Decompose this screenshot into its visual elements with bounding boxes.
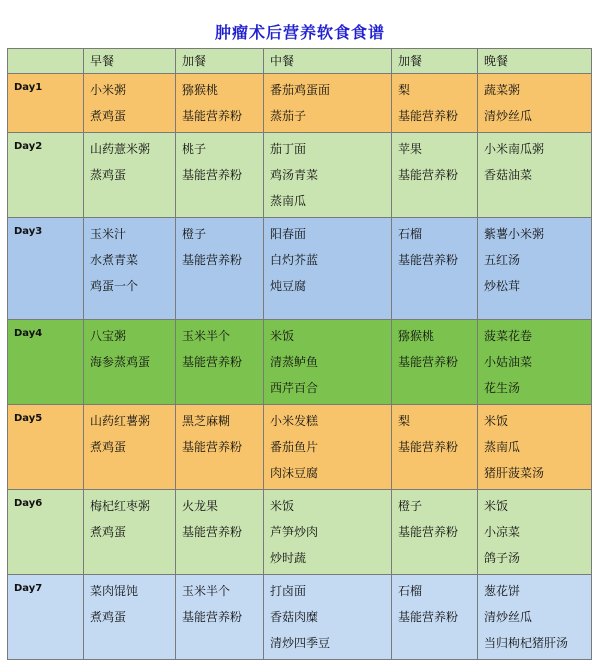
table-row	[8, 74, 592, 133]
table-row	[8, 490, 592, 575]
meal-item: 猕猴桃	[182, 83, 219, 97]
meal-item: 蒸南瓜	[484, 440, 521, 454]
meal-item: 基能营养粉	[182, 253, 243, 267]
meal-item: 阳春面	[270, 227, 307, 241]
meal-cell-breakfast	[84, 133, 176, 218]
meal-item: 茄丁面	[270, 142, 307, 156]
meal-cell-snack-1	[176, 405, 264, 490]
meal-item: 白灼芥蓝	[270, 253, 319, 267]
meal-item: 炒松茸	[484, 279, 521, 293]
meal-item: 玉米半个	[182, 329, 231, 343]
meal-item: 基能营养粉	[398, 109, 459, 123]
meal-item: 清蒸鲈鱼	[270, 355, 319, 369]
meal-item: 橙子	[182, 227, 207, 241]
meal-item: 小米粥	[90, 83, 127, 97]
meal-cell-snack-2	[392, 133, 478, 218]
meal-item: 菠菜花卷	[484, 329, 533, 343]
meal-item: 基能营养粉	[398, 440, 459, 454]
meal-item: 菜肉馄饨	[90, 584, 139, 598]
meal-cell-snack-1	[176, 218, 264, 320]
meal-item: 米饭	[270, 499, 295, 513]
meal-item: 基能营养粉	[398, 168, 459, 182]
table-row	[8, 320, 592, 405]
meal-item: 基能营养粉	[398, 525, 459, 539]
meal-item: 猪肝菠菜汤	[484, 466, 545, 480]
meal-cell-snack-1	[176, 320, 264, 405]
meal-cell-snack-1	[176, 490, 264, 575]
meal-item: 基能营养粉	[398, 253, 459, 267]
meal-cell-snack-2	[392, 218, 478, 320]
meal-item: 基能营养粉	[182, 610, 243, 624]
meal-item: 煮鸡蛋	[90, 109, 127, 123]
day-cell: Day6	[8, 490, 84, 575]
meal-cell-breakfast	[84, 405, 176, 490]
meal-item: 梨	[398, 414, 411, 428]
day-cell: Day3	[8, 218, 84, 320]
meal-cell-breakfast	[84, 74, 176, 133]
meal-item: 火龙果	[182, 499, 219, 513]
meal-item: 番茄鱼片	[270, 440, 319, 454]
meal-item: 水煮青菜	[90, 253, 139, 267]
day-cell: Day5	[8, 405, 84, 490]
meal-item: 玉米汁	[90, 227, 127, 241]
meal-item: 米饭	[484, 414, 509, 428]
day-cell: Day1	[8, 74, 84, 133]
meal-cell-snack-2	[392, 320, 478, 405]
header-cell-lunch: 中餐	[264, 49, 392, 74]
meal-item: 基能营养粉	[182, 168, 243, 182]
meal-item: 清炒丝瓜	[484, 610, 533, 624]
meal-item: 葱花饼	[484, 584, 521, 598]
meal-cell-breakfast	[84, 218, 176, 320]
meal-item: 芦笋炒肉	[270, 525, 319, 539]
meal-cell-dinner	[478, 133, 592, 218]
meal-item: 基能营养粉	[182, 109, 243, 123]
meal-item: 八宝粥	[90, 329, 127, 343]
meal-item: 山药红薯粥	[90, 414, 151, 428]
meal-item: 肉沫豆腐	[270, 466, 319, 480]
meal-item: 煮鸡蛋	[90, 440, 127, 454]
meal-item: 打卤面	[270, 584, 307, 598]
meal-item: 桃子	[182, 142, 207, 156]
table-row	[8, 133, 592, 218]
meal-item: 蔬菜粥	[484, 83, 521, 97]
meal-cell-lunch	[264, 74, 392, 133]
meal-item: 玉米半个	[182, 584, 231, 598]
meal-item: 米饭	[270, 329, 295, 343]
meal-item: 梨	[398, 83, 411, 97]
header-cell-dinner: 晚餐	[478, 49, 592, 74]
meal-item: 花生汤	[484, 381, 521, 395]
meal-item: 蒸鸡蛋	[90, 168, 127, 182]
meal-item: 清炒丝瓜	[484, 109, 533, 123]
meal-item: 苹果	[398, 142, 423, 156]
meal-item: 基能营养粉	[398, 355, 459, 369]
meal-item: 炖豆腐	[270, 279, 307, 293]
meal-item: 煮鸡蛋	[90, 525, 127, 539]
meal-item: 清炒四季豆	[270, 636, 331, 650]
day-cell: Day2	[8, 133, 84, 218]
meal-item: 米饭	[484, 499, 509, 513]
meal-item: 五红汤	[484, 253, 521, 267]
meal-item: 香菇肉糜	[270, 610, 319, 624]
meal-item: 基能营养粉	[182, 355, 243, 369]
meal-item: 西芹百合	[270, 381, 319, 395]
header-cell-day	[8, 49, 84, 74]
meal-item: 紫薯小米粥	[484, 227, 545, 241]
meal-item: 海参蒸鸡蛋	[90, 355, 151, 369]
meal-item: 鸡蛋一个	[90, 279, 139, 293]
menu-table-body	[8, 49, 592, 660]
meal-item: 基能营养粉	[182, 440, 243, 454]
page-title: 肿瘤术后营养软食食谱	[214, 23, 385, 42]
meal-cell-lunch	[264, 133, 392, 218]
meal-item: 煮鸡蛋	[90, 610, 127, 624]
meal-item: 黑芝麻糊	[182, 414, 231, 428]
table-row	[8, 218, 592, 320]
meal-item: 香菇油菜	[484, 168, 533, 182]
meal-cell-dinner	[478, 490, 592, 575]
meal-item: 炒时蔬	[270, 551, 307, 565]
meal-item: 基能营养粉	[182, 525, 243, 539]
meal-item: 小米南瓜粥	[484, 142, 545, 156]
meal-item: 当归枸杞猪肝汤	[484, 636, 569, 650]
meal-item: 鸡汤青菜	[270, 168, 319, 182]
meal-cell-snack-2	[392, 575, 478, 660]
header-cell-snack-1: 加餐	[176, 49, 264, 74]
meal-item: 猕猴桃	[398, 329, 435, 343]
meal-cell-dinner	[478, 74, 592, 133]
meal-cell-snack-2	[392, 490, 478, 575]
meal-item: 番茄鸡蛋面	[270, 83, 331, 97]
meal-cell-dinner	[478, 320, 592, 405]
meal-cell-snack-2	[392, 74, 478, 133]
meal-cell-lunch	[264, 405, 392, 490]
meal-item: 小米发糕	[270, 414, 319, 428]
meal-cell-snack-1	[176, 74, 264, 133]
table-row	[8, 405, 592, 490]
meal-cell-breakfast	[84, 575, 176, 660]
meal-item: 梅杞红枣粥	[90, 499, 151, 513]
meal-cell-lunch	[264, 575, 392, 660]
meal-item: 小凉菜	[484, 525, 521, 539]
meal-item: 山药薏米粥	[90, 142, 151, 156]
day-cell: Day4	[8, 320, 84, 405]
header-row	[8, 49, 592, 74]
table-row	[8, 575, 592, 660]
meal-cell-dinner	[478, 575, 592, 660]
meal-cell-dinner	[478, 218, 592, 320]
meal-cell-dinner	[478, 405, 592, 490]
meal-item: 石榴	[398, 584, 423, 598]
day-cell: Day7	[8, 575, 84, 660]
meal-cell-lunch	[264, 218, 392, 320]
meal-cell-breakfast	[84, 490, 176, 575]
meal-item: 鸽子汤	[484, 551, 521, 565]
meal-item: 蒸南瓜	[270, 194, 307, 208]
meal-cell-snack-1	[176, 575, 264, 660]
meal-item: 小姑油菜	[484, 355, 533, 369]
menu-table	[7, 48, 592, 660]
meal-cell-snack-1	[176, 133, 264, 218]
meal-cell-snack-2	[392, 405, 478, 490]
meal-item: 橙子	[398, 499, 423, 513]
meal-item: 基能营养粉	[398, 610, 459, 624]
meal-cell-breakfast	[84, 320, 176, 405]
meal-item: 蒸茄子	[270, 109, 307, 123]
meal-cell-lunch	[264, 490, 392, 575]
header-cell-breakfast: 早餐	[84, 49, 176, 74]
header-cell-snack-2: 加餐	[392, 49, 478, 74]
meal-item: 石榴	[398, 227, 423, 241]
meal-cell-lunch	[264, 320, 392, 405]
